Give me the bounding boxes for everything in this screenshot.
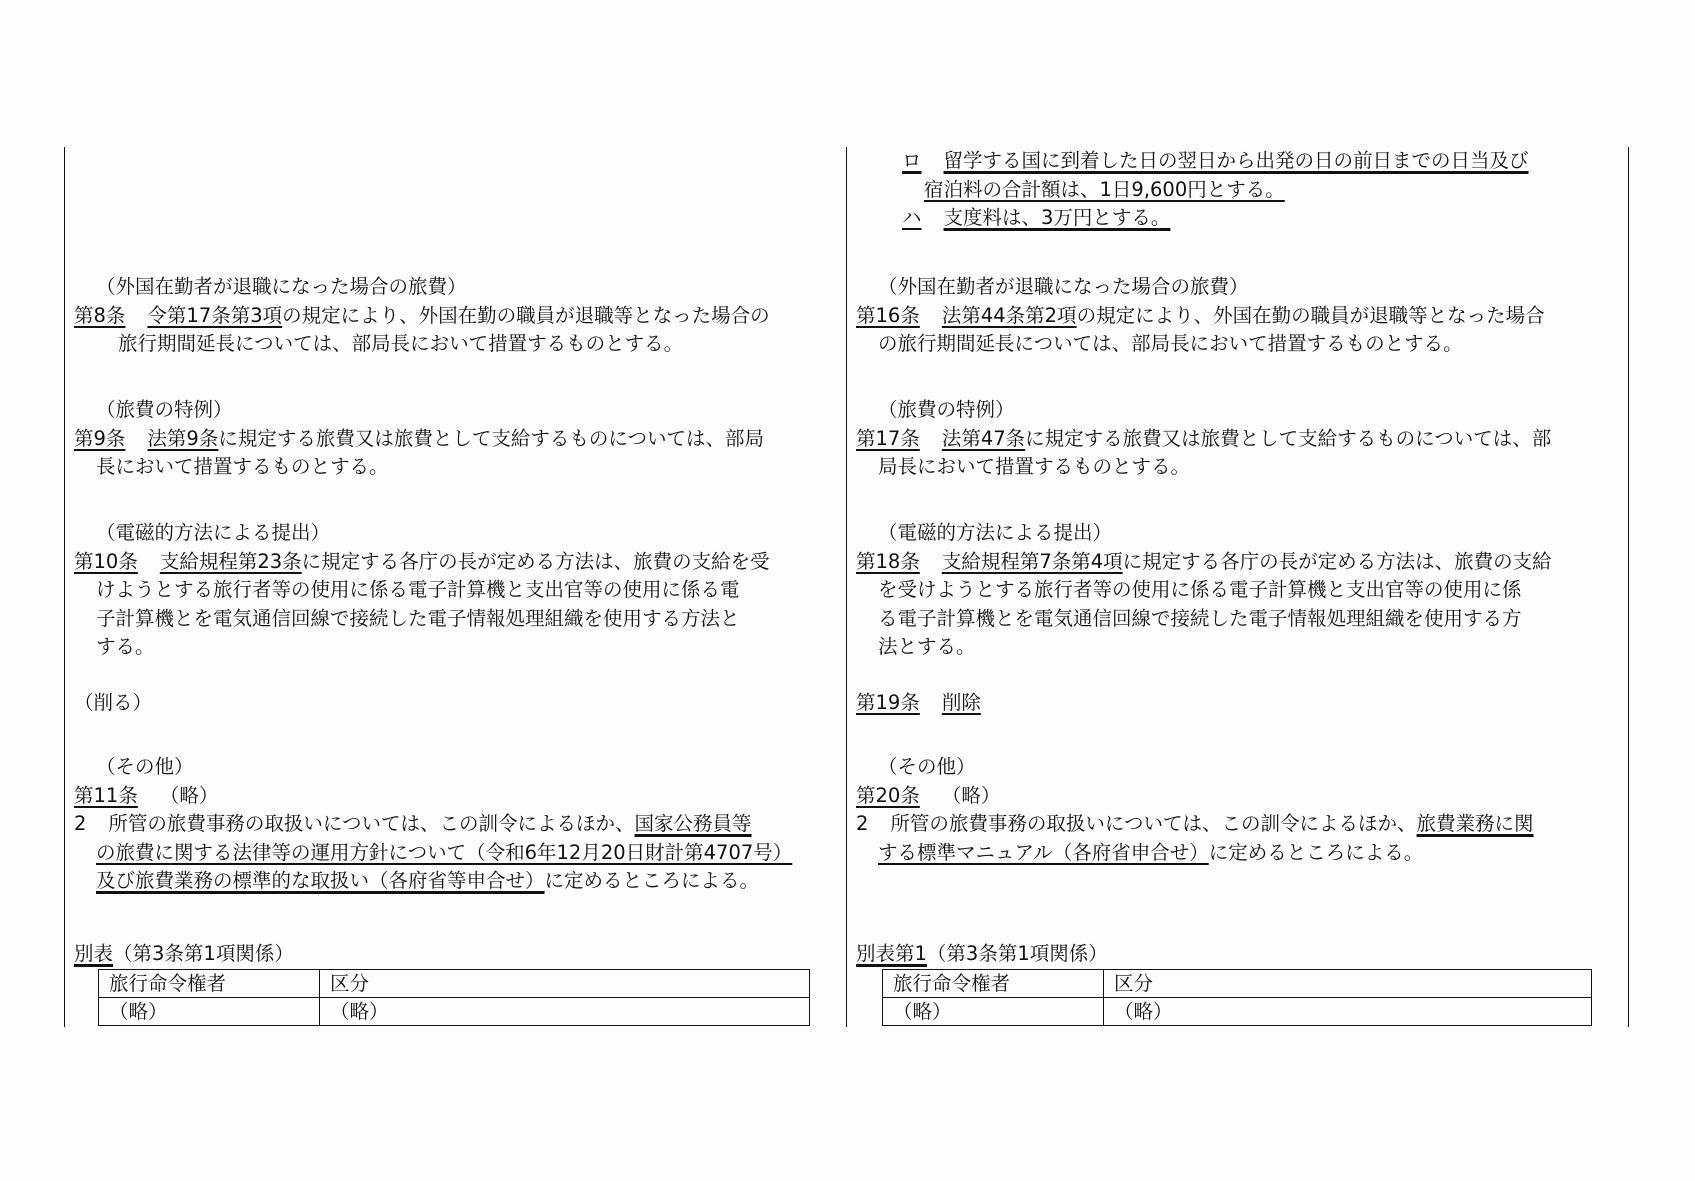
article-text: の旅行期間延長については、部局長において措置するものとする。 bbox=[878, 332, 1463, 355]
article-text: を受けようとする旅行者等の使用に係る電子計算機と支出官等の使用に係 bbox=[878, 578, 1522, 601]
article-text: 局長において措置するものとする。 bbox=[878, 455, 1191, 478]
paragraph-reference: する標準マニュアル（各府省申合せ） bbox=[878, 840, 1209, 864]
article-body bbox=[856, 425, 1618, 482]
item-text: 支度料は、3万円とする。 bbox=[943, 206, 1171, 229]
article-11 bbox=[74, 753, 836, 896]
appendix-table bbox=[98, 969, 810, 1026]
table-cell: （略） bbox=[99, 998, 320, 1026]
article-number: 第18条 bbox=[856, 549, 920, 573]
deleted-marker: （削る） bbox=[74, 691, 153, 714]
article-reference: 令第17条第3項 bbox=[147, 303, 283, 327]
article-text: の規定により、外国在勤の職員が退職等となった場合の bbox=[282, 303, 770, 327]
article-caption: （外国在勤者が退職になった場合の旅費） bbox=[878, 275, 1249, 298]
article-text: に規定する旅費又は旅費として支給するものについては、部 bbox=[1025, 426, 1552, 450]
article-number: 第11条 bbox=[74, 783, 138, 807]
table-cell: （略） bbox=[883, 998, 1104, 1026]
table-header-cell: 区分 bbox=[1104, 970, 1592, 998]
table-row bbox=[99, 998, 810, 1026]
article-text: する。 bbox=[96, 635, 155, 658]
article-number: 第10条 bbox=[74, 549, 138, 573]
article-reference: 法第44条第2項 bbox=[941, 303, 1077, 327]
appendix-table-title bbox=[856, 940, 1618, 969]
item-text: 留学する国に到着した日の翌日から出発の日の前日までの日当及び bbox=[943, 149, 1529, 172]
article-text: に規定する各庁の長が定める方法は、旅費の支給 bbox=[1122, 549, 1552, 573]
article-reference: 法第9条 bbox=[147, 426, 219, 450]
paragraph-reference: 及び旅費業務の標準的な取扱い（各府省等申合せ） bbox=[96, 869, 545, 892]
left-border bbox=[64, 147, 65, 1027]
item-text: 宿泊料の合計額は、1日9,600円とする。 bbox=[924, 177, 1285, 201]
table-header-cell: 旅行命令権者 bbox=[883, 970, 1104, 998]
table-cell: （略） bbox=[320, 998, 810, 1026]
article-number: 第8条 bbox=[74, 303, 126, 327]
article-text: 旅行期間延長については、部局長において措置するものとする。 bbox=[118, 332, 684, 355]
table-row bbox=[883, 998, 1592, 1026]
article-text: 法とする。 bbox=[878, 635, 976, 658]
paragraph-2 bbox=[74, 810, 836, 896]
article-body bbox=[74, 425, 836, 482]
table-header-cell: 旅行命令権者 bbox=[99, 970, 320, 998]
article-caption: （電磁的方法による提出） bbox=[878, 521, 1113, 544]
paragraph-number: 2 bbox=[74, 812, 87, 835]
article-body bbox=[74, 548, 836, 662]
omitted-text: （略） bbox=[159, 783, 219, 807]
item-ha bbox=[902, 204, 1618, 233]
article-20 bbox=[856, 753, 1618, 867]
paragraph-text: に定めるところによる。 bbox=[1208, 840, 1424, 864]
article-text: に規定する各庁の長が定める方法は、旅費の支給を受 bbox=[301, 549, 770, 573]
paragraph-text: 所管の旅費事務の取扱いについては、この訓令によるほか、 bbox=[108, 812, 635, 835]
item-ro bbox=[902, 147, 1618, 204]
article-number: 第9条 bbox=[74, 426, 126, 450]
article-reference: 支給規程第7条第4項 bbox=[941, 549, 1123, 573]
appendix-title-rest: （第3条第1項関係） bbox=[113, 942, 294, 965]
article-17 bbox=[856, 396, 1618, 482]
article-caption: （その他） bbox=[96, 755, 194, 778]
article-19 bbox=[856, 689, 1618, 718]
article-text: けようとする旅行者等の使用に係る電子計算機と支出官等の使用に係る電 bbox=[96, 578, 740, 601]
paragraph-reference: 旅費業務に関 bbox=[1416, 812, 1534, 835]
right-border bbox=[1628, 147, 1629, 1027]
omitted-text: （略） bbox=[941, 783, 1001, 807]
paragraph-text: 所管の旅費事務の取扱いについては、この訓令によるほか、 bbox=[890, 812, 1417, 835]
paragraph-number: 2 bbox=[856, 812, 869, 835]
appendix-title-rest: （第3条第1項関係） bbox=[926, 942, 1108, 965]
article-18 bbox=[856, 519, 1618, 662]
table-header-cell: 区分 bbox=[320, 970, 810, 998]
article-caption: （旅費の特例） bbox=[96, 398, 233, 421]
article-body bbox=[74, 302, 836, 359]
article-caption: （外国在勤者が退職になった場合の旅費） bbox=[96, 275, 467, 298]
article-number: 第16条 bbox=[856, 303, 920, 327]
article-caption: （旅費の特例） bbox=[878, 398, 1015, 421]
article-caption: （その他） bbox=[878, 755, 976, 778]
center-divider bbox=[846, 147, 847, 1027]
paragraph-2 bbox=[856, 810, 1618, 867]
article-16 bbox=[856, 273, 1618, 359]
table-header-row bbox=[99, 970, 810, 998]
item-label: ハ bbox=[902, 206, 922, 229]
item-label: ロ bbox=[902, 149, 922, 172]
article-text: 長において措置するものとする。 bbox=[96, 455, 389, 478]
article-text: に規定する旅費又は旅費として支給するものについては、部局 bbox=[218, 426, 764, 450]
appendix-title-underlined: 別表 bbox=[74, 942, 114, 965]
article-caption: （電磁的方法による提出） bbox=[96, 521, 331, 544]
article-text: る電子計算機とを電気通信回線で接続した電子情報処理組織を使用する方 bbox=[878, 606, 1522, 630]
article-reference: 法第47条 bbox=[941, 426, 1026, 450]
article-10 bbox=[74, 519, 836, 662]
paragraph-reference: の旅費に関する法律等の運用方針について（令和6年12月20日財計第4707号） bbox=[96, 840, 793, 864]
article-text: 子計算機とを電気通信回線で接続した電子情報処理組織を使用する方法と bbox=[96, 606, 740, 630]
article-reference: 支給規程第23条 bbox=[159, 549, 302, 573]
article-body bbox=[856, 302, 1618, 359]
article-8 bbox=[74, 273, 836, 359]
article-number: 第20条 bbox=[856, 783, 920, 807]
appendix-title-underlined: 別表第1 bbox=[856, 942, 927, 965]
table-cell: （略） bbox=[1104, 998, 1592, 1026]
article-body bbox=[856, 548, 1618, 662]
paragraph-reference: 国家公務員等 bbox=[634, 812, 752, 835]
appendix-table-title bbox=[74, 940, 836, 969]
table-header-row bbox=[883, 970, 1592, 998]
article-deleted-text: 削除 bbox=[941, 691, 981, 714]
article-text: の規定により、外国在勤の職員が退職等となった場合 bbox=[1076, 303, 1545, 327]
paragraph-text: に定めるところによる。 bbox=[544, 869, 760, 892]
article-number: 第17条 bbox=[856, 426, 920, 450]
appendix-table bbox=[882, 969, 1592, 1026]
article-number: 第19条 bbox=[856, 691, 920, 714]
article-9 bbox=[74, 396, 836, 482]
